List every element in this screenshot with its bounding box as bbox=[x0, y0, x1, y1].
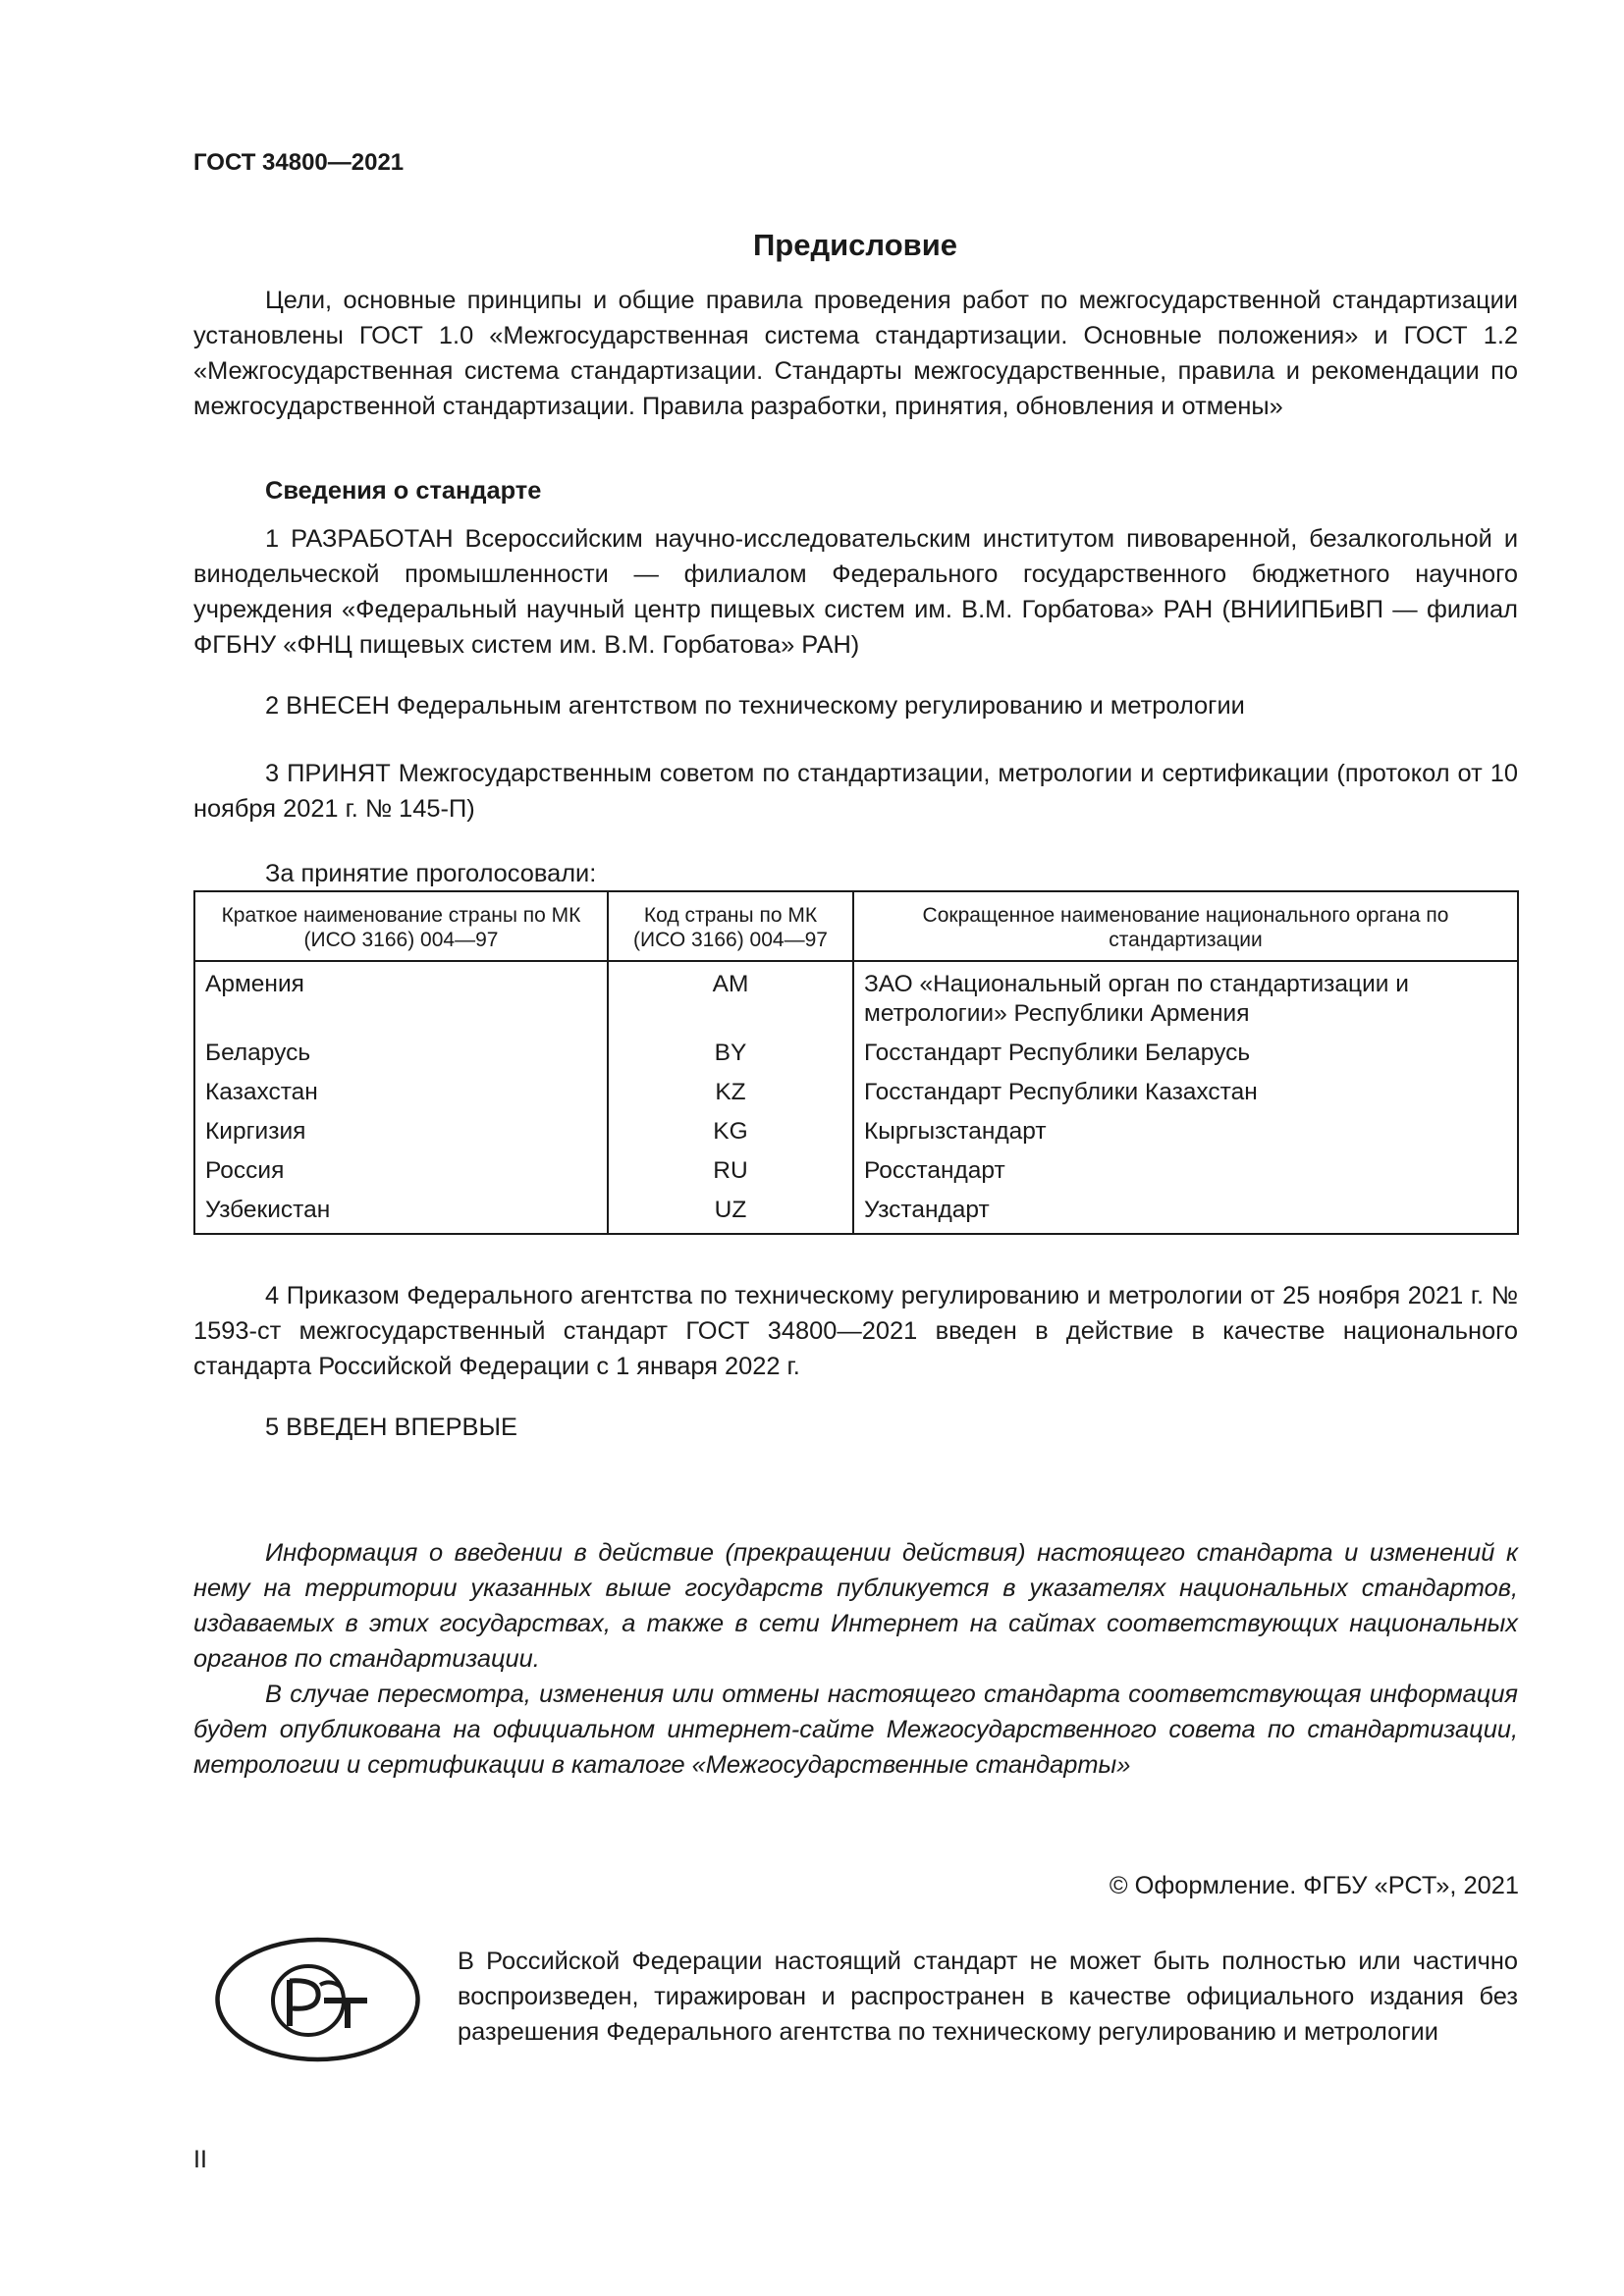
item-5-first-introduced: 5 ВВЕДЕН ВПЕРВЫЕ bbox=[265, 1414, 517, 1441]
body-cell: Узстандарт bbox=[853, 1192, 1518, 1234]
table-header-row bbox=[194, 891, 1518, 961]
item-4-order: 4 Приказом Федерального агентства по техническому регулированию и метрологии от 25 ноября 2021 г. № 1593-ст межгосударственный стандарт ГОСТ 34800—2021 введен в действие в качестве национального стандарта Российской Федерации с 1 января 2022 г. bbox=[193, 1282, 1518, 1380]
country-cell: Армения bbox=[194, 961, 608, 1035]
table-row bbox=[194, 1074, 1518, 1113]
table-row bbox=[194, 1192, 1518, 1234]
header-body: Сокращенное наименование национального органа по стандартизации bbox=[853, 891, 1518, 961]
item-2-submitted: 2 ВНЕСЕН Федеральным агентством по техническому регулированию и метрологии bbox=[265, 692, 1245, 720]
body-cell: Госстандарт Республики Казахстан bbox=[853, 1074, 1518, 1113]
page-number: II bbox=[193, 2146, 207, 2173]
code-cell: RU bbox=[608, 1152, 853, 1192]
page-title: Предисловие bbox=[752, 228, 957, 262]
body-cell: Росстандарт bbox=[853, 1152, 1518, 1192]
table-row bbox=[194, 1035, 1518, 1074]
table-row bbox=[194, 1113, 1518, 1152]
code-cell: AM bbox=[608, 961, 853, 1035]
body-cell: ЗАО «Национальный орган по стандартизации и метрологии» Республики Армения bbox=[853, 961, 1518, 1035]
country-cell: Киргизия bbox=[194, 1113, 608, 1152]
note-introduction-info: Информация о введении в действие (прекращении действия) настоящего стандарта и изменений к нему на территории указанных выше государств публикуется в указателях национальных стандартов, издаваемых в этих государствах, а также в сети Интернет на сайтах соответствующих национальных органов по стандартизации. bbox=[193, 1539, 1518, 1673]
header-code: Код страны по МК (ИСО 3166) 004—97 bbox=[608, 891, 853, 961]
intro-paragraph: Цели, основные принципы и общие правила проведения работ по межгосударственной стандартизации установлены ГОСТ 1.0 «Межгосударственная система стандартизации. Основные положения» и ГОСТ 1.2 «Межгосударственная система стандартизации. Стандарты межгосударственные, правила и рекомендации по межгосударственной стандартизации. Правила разработки, принятия, обновления и отмены» bbox=[193, 287, 1518, 420]
voting-table bbox=[193, 890, 1519, 1235]
code-cell: KG bbox=[608, 1113, 853, 1152]
body-cell: Госстандарт Республики Беларусь bbox=[853, 1035, 1518, 1074]
rst-logo-icon bbox=[214, 1936, 421, 2063]
country-cell: Узбекистан bbox=[194, 1192, 608, 1234]
item-3-adopted: 3 ПРИНЯТ Межгосударственным советом по стандартизации, метрологии и сертификации (протокол от 10 ноября 2021 г. № 145-П) bbox=[193, 760, 1518, 823]
document-id: ГОСТ 34800—2021 bbox=[193, 149, 405, 176]
header-country: Краткое наименование страны по МК (ИСО 3166) 004—97 bbox=[194, 891, 608, 961]
copyright-notice: В Российской Федерации настоящий стандарт не может быть полностью или частично воспроизведен, тиражирован и распространен в качестве официального издания без разрешения Федерального агентства по техническому регулированию и метрологии bbox=[458, 1948, 1518, 2046]
country-cell: Беларусь bbox=[194, 1035, 608, 1074]
country-cell: Россия bbox=[194, 1152, 608, 1192]
table-row bbox=[194, 961, 1518, 1035]
table-row bbox=[194, 1152, 1518, 1192]
code-cell: KZ bbox=[608, 1074, 853, 1113]
item-1-developed: 1 РАЗРАБОТАН Всероссийским научно-исследовательским институтом пивоваренной, безалкогольной и винодельческой промышленности — филиалом Федерального государственного бюджетного научного учреждения «Федеральный научный центр пищевых систем им. В.М. Горбатова» РАН (ВНИИПБиВП — филиал ФГБНУ «ФНЦ пищевых систем им. В.М. Горбатова» РАН) bbox=[193, 525, 1518, 659]
country-cell: Казахстан bbox=[194, 1074, 608, 1113]
note-revision-info: В случае пересмотра, изменения или отмены настоящего стандарта соответствующая информация будет опубликована на официальном интернет-сайте Межгосударственного совета по стандартизации, метрологии и сертификации в каталоге «Межгосударственные стандарты» bbox=[193, 1681, 1518, 1779]
code-cell: BY bbox=[608, 1035, 853, 1074]
code-cell: UZ bbox=[608, 1192, 853, 1234]
vote-label: За принятие проголосовали: bbox=[265, 860, 597, 887]
info-heading: Сведения о стандарте bbox=[265, 477, 542, 505]
copyright: © Оформление. ФГБУ «РСТ», 2021 bbox=[1109, 1872, 1519, 1899]
body-cell: Кыргызстандарт bbox=[853, 1113, 1518, 1152]
